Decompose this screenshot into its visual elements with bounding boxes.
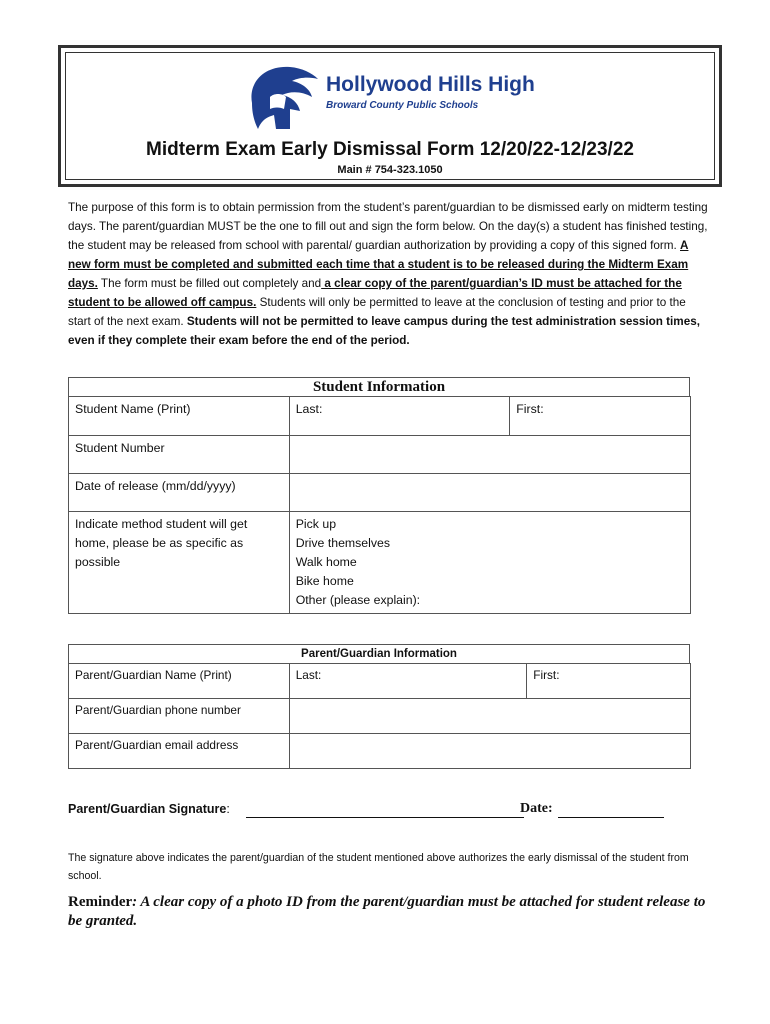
school-name: Hollywood Hills High bbox=[326, 73, 535, 96]
method-option[interactable]: Walk home bbox=[295, 555, 357, 569]
parent-first-label: First: bbox=[533, 668, 560, 682]
spartan-helmet-icon bbox=[240, 59, 320, 133]
signature-line[interactable] bbox=[246, 817, 524, 818]
student-number-label: Student Number bbox=[69, 436, 290, 474]
release-date-label: Date of release (mm/dd/yyyy) bbox=[69, 474, 290, 512]
release-date-field[interactable] bbox=[289, 474, 690, 512]
parent-first-name-field[interactable] bbox=[527, 664, 691, 699]
parent-phone-label: Parent/Guardian phone number bbox=[69, 699, 290, 734]
form-title: Midterm Exam Early Dismissal Form 12/20/22-12/23/22 bbox=[146, 139, 634, 160]
intro-text-5: Students will only be permitted to leave at the conclusion of testing and prior to the start of the next exam. bbox=[68, 296, 686, 328]
reminder bbox=[68, 893, 718, 931]
student-last-label: Last: bbox=[295, 402, 323, 416]
parent-last-label: Last: bbox=[295, 668, 322, 682]
student-number-field[interactable] bbox=[289, 436, 690, 474]
student-first-label: First: bbox=[516, 402, 544, 416]
signature-label: Parent/Guardian Signature: bbox=[68, 802, 230, 816]
parent-info-heading: Parent/Guardian Information bbox=[68, 644, 690, 663]
reminder-text: : A clear copy of a photo ID from the parent/guardian must be attached for student release to be granted. bbox=[68, 894, 706, 929]
form-header bbox=[58, 45, 722, 187]
intro-text-3: The form must be filled out completely and bbox=[97, 277, 322, 290]
method-option[interactable]: Drive themselves bbox=[295, 536, 391, 550]
date-label: Date: bbox=[520, 801, 553, 816]
method-home-label: Indicate method student will get home, please be as specific as possible bbox=[69, 512, 290, 614]
date-line[interactable] bbox=[558, 817, 664, 818]
method-option[interactable]: Pick up bbox=[295, 517, 337, 531]
district-name: Broward County Public Schools bbox=[326, 100, 479, 111]
authorization-note: The signature above indicates the parent/guardian of the student mentioned above authorizes the early dismissal of the student from school. bbox=[68, 852, 689, 882]
intro-text-4: a clear copy of the parent/guardian’s ID must be attached for the student to be allowed off campus. bbox=[68, 277, 682, 309]
signature-row bbox=[68, 800, 708, 822]
reminder-label: Reminder bbox=[68, 894, 133, 910]
parent-last-name-field[interactable] bbox=[289, 664, 527, 699]
school-logo bbox=[238, 59, 548, 133]
intro-text-6: Students will not be permitted to leave campus during the test administration session times, even if they complete their exam before the end of the period. bbox=[68, 315, 700, 347]
parent-phone-field[interactable] bbox=[289, 699, 690, 734]
method-option[interactable]: Other (please explain): bbox=[295, 593, 421, 607]
parent-email-label: Parent/Guardian email address bbox=[69, 734, 290, 769]
student-info-heading: Student Information bbox=[68, 377, 690, 396]
parent-email-field[interactable] bbox=[289, 734, 690, 769]
student-name-label: Student Name (Print) bbox=[69, 397, 290, 436]
parent-info-table bbox=[68, 663, 691, 769]
parent-name-label: Parent/Guardian Name (Print) bbox=[69, 664, 290, 699]
form-header-inner bbox=[65, 52, 715, 180]
student-first-name-field[interactable] bbox=[510, 397, 691, 436]
method-option[interactable]: Bike home bbox=[295, 574, 354, 588]
student-info-table bbox=[68, 396, 691, 614]
student-last-name-field[interactable] bbox=[289, 397, 510, 436]
intro-paragraph bbox=[68, 198, 708, 350]
main-phone: Main # 754-323.1050 bbox=[337, 164, 443, 176]
intro-text-2: A new form must be completed and submitted each time that a student is to be released during the Midterm Exam days. bbox=[68, 239, 689, 290]
intro-text-1: The purpose of this form is to obtain permission from the student’s parent/guardian to be dismissed early on midterm testing days. The parent/guardian MUST be the one to fill out and sign the form below. On the day(s) a student has finished testing, the student may be released from school with parental/ guardian authorization by providing a copy of this signed form. bbox=[68, 201, 708, 252]
method-home-options[interactable] bbox=[289, 512, 690, 614]
